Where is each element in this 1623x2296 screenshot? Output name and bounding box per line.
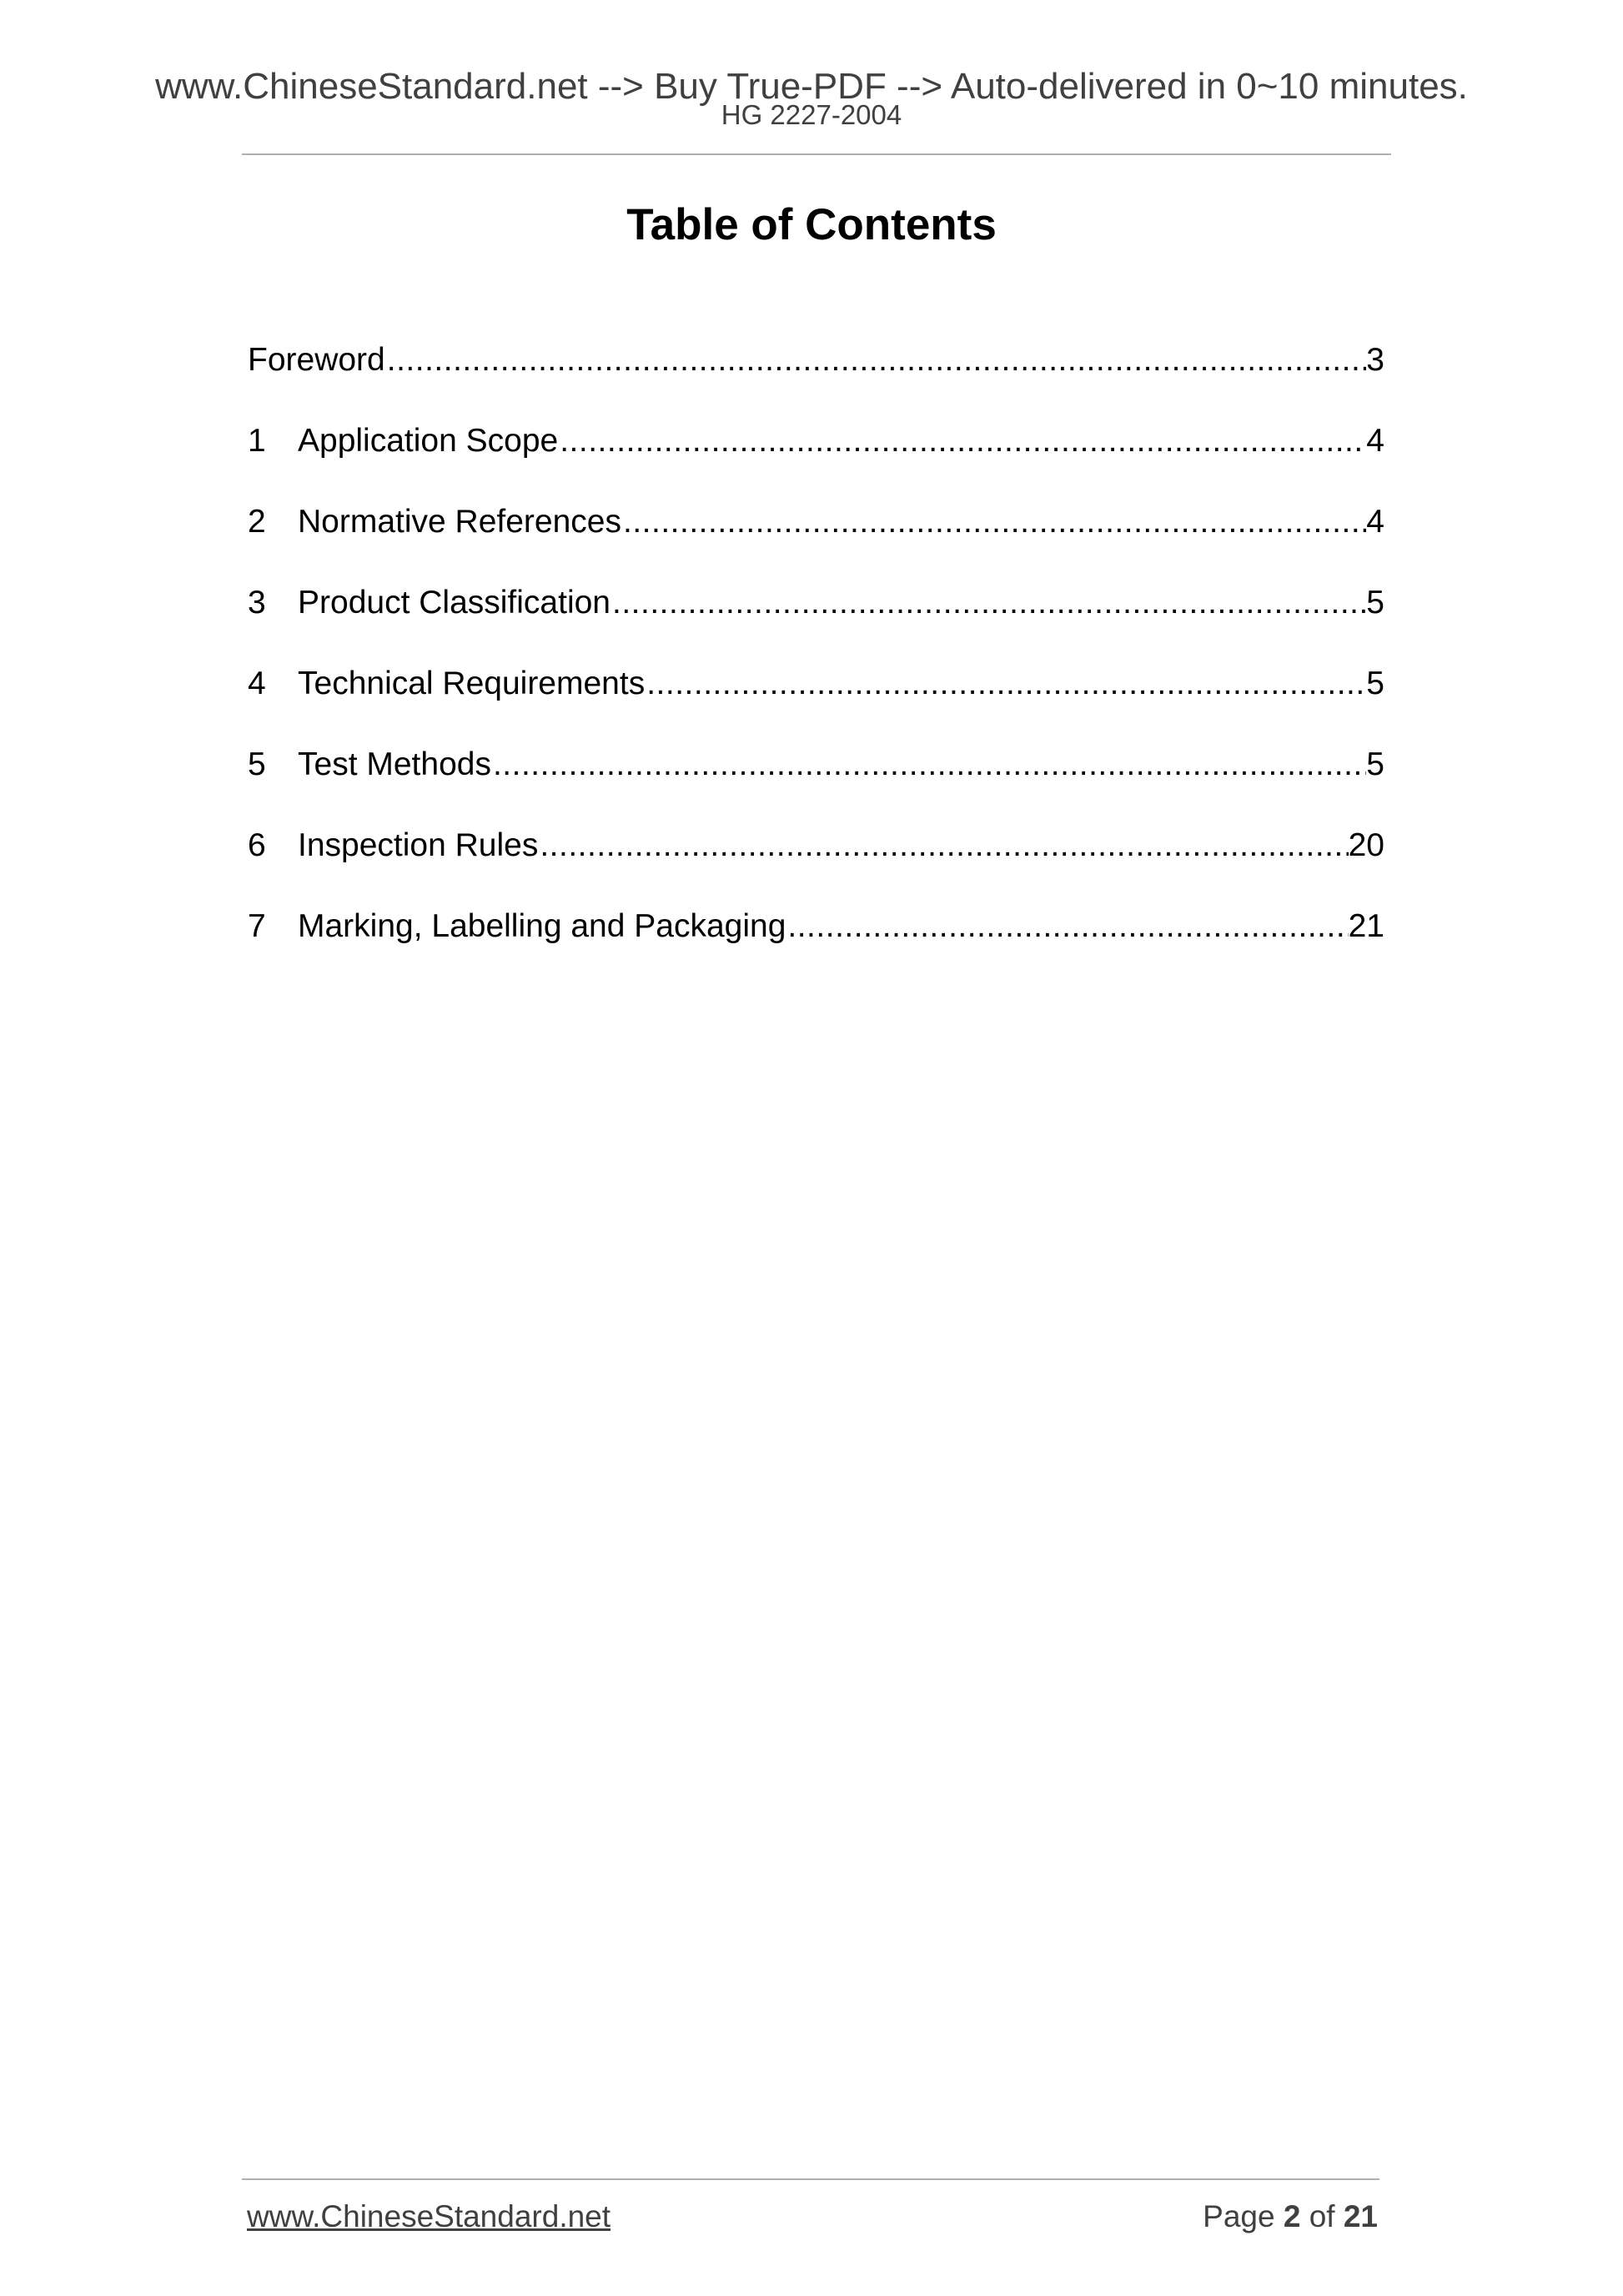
toc-entry-label: Foreword	[248, 342, 385, 378]
document-code: HG 2227-2004	[721, 99, 902, 130]
footer-divider	[242, 2178, 1379, 2180]
toc-entry-number: 7	[248, 908, 266, 944]
page-title: Table of Contents	[626, 200, 997, 249]
toc-dot-leader	[491, 740, 1366, 790]
toc-entry-label: Test Methods	[298, 746, 491, 782]
toc-entry-page: 5	[1366, 746, 1384, 782]
header-divider	[242, 153, 1391, 155]
page-indicator	[1203, 2198, 1378, 2235]
toc-entry-normative-references[interactable]	[248, 497, 1384, 578]
page-of: of	[1309, 2199, 1335, 2233]
toc-entry-label: Marking, Labelling and Packaging	[298, 908, 786, 944]
page-prefix: Page	[1203, 2199, 1275, 2233]
toc-entry-test-methods[interactable]	[248, 740, 1384, 821]
toc-entry-product-classification[interactable]	[248, 578, 1384, 659]
toc-entry-label: Application Scope	[298, 423, 559, 459]
toc-dot-leader	[558, 416, 1366, 466]
toc-entry-page: 20	[1348, 827, 1384, 863]
toc-list	[248, 335, 1384, 982]
current-page-number: 2	[1283, 2199, 1301, 2233]
toc-entry-inspection-rules[interactable]	[248, 821, 1384, 902]
toc-dot-leader	[645, 659, 1366, 709]
toc-entry-marking-labelling-packaging[interactable]	[248, 902, 1384, 982]
toc-entry-label: Inspection Rules	[298, 827, 539, 863]
toc-entry-page: 4	[1366, 504, 1384, 540]
toc-entry-number: 3	[248, 585, 266, 620]
toc-entry-label: Technical Requirements	[298, 666, 646, 701]
toc-dot-leader	[611, 578, 1366, 628]
toc-entry-foreword[interactable]	[248, 335, 1384, 416]
toc-entry-page: 5	[1366, 585, 1384, 620]
toc-entry-number: 4	[248, 666, 266, 701]
toc-dot-leader	[786, 902, 1348, 952]
toc-dot-leader	[385, 335, 1367, 385]
top-banner: www.ChineseStandard.net --> Buy True-PDF --> Auto-delivered in 0~10 minutes.	[155, 66, 1468, 107]
toc-entry-technical-requirements[interactable]	[248, 659, 1384, 740]
toc-entry-page: 5	[1366, 666, 1384, 701]
toc-entry-application-scope[interactable]	[248, 416, 1384, 497]
toc-entry-page: 3	[1366, 342, 1384, 378]
toc-entry-page: 4	[1366, 423, 1384, 459]
toc-dot-leader	[538, 821, 1348, 871]
footer-site-link[interactable]: www.ChineseStandard.net	[247, 2199, 611, 2233]
toc-dot-leader	[621, 497, 1366, 547]
toc-entry-page: 21	[1348, 908, 1384, 944]
toc-entry-label: Product Classification	[298, 585, 611, 620]
total-pages-number: 21	[1343, 2199, 1378, 2233]
toc-entry-number: 2	[248, 504, 266, 540]
toc-entry-label: Normative References	[298, 504, 621, 540]
toc-entry-number: 1	[248, 423, 266, 459]
toc-entry-number: 6	[248, 827, 266, 863]
toc-entry-number: 5	[248, 746, 266, 782]
